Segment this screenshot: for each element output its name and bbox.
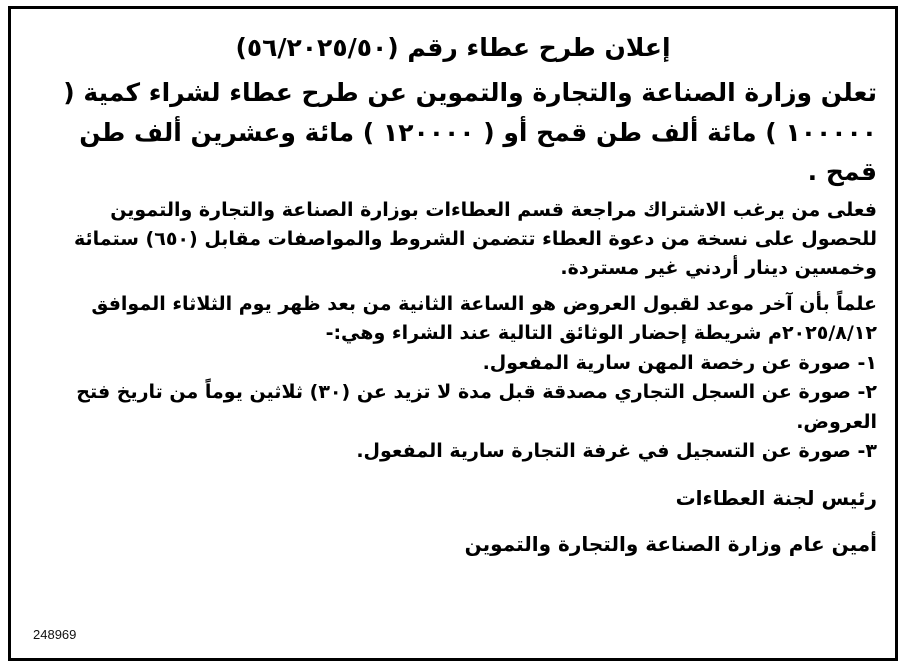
ad-reference-code: 248969 bbox=[33, 627, 77, 642]
announcement-frame bbox=[8, 6, 898, 661]
required-document-1: ١- صورة عن رخصة المهن سارية المفعول. bbox=[482, 351, 877, 374]
participation-paragraph: فعلى من يرغب الاشتراك مراجعة قسم العطاءات بوزارة الصناعة والتجارة والتموين للحصول على نسخة من دعوة العطاء تتضمن الشروط والمواصفات مقابل (٦٥٠) ستمائة وخمسين دينار أردني غير مستردة. bbox=[73, 198, 877, 280]
deadline-paragraph: علماً بأن آخر موعد لقبول العروض هو الساعة الثانية من بعد ظهر يوم الثلاثاء الموافق ٢٠٢٥/٨/١٢م شريطة إحضار الوثائق التالية عند الشراء وهي:- bbox=[91, 292, 877, 345]
signature-committee-head: رئيس لجنة العطاءات bbox=[675, 486, 877, 511]
announcement-headline: تعلن وزارة الصناعة والتجارة والتموين عن طرح عطاء لشراء كمية ( ١٠٠٠٠٠ ) مائة ألف طن قمح أو ( ١٢٠٠٠٠ ) مائة وعشرين ألف طن قمح . bbox=[63, 78, 877, 186]
announcement-title: إعلان طرح عطاء رقم (٥٦/٢٠٢٥/٥٠) bbox=[235, 33, 671, 62]
announcement-body bbox=[29, 27, 877, 650]
signature-secretary-general: أمين عام وزارة الصناعة والتجارة والتموين bbox=[464, 532, 877, 557]
required-document-3: ٣- صورة عن التسجيل في غرفة التجارة سارية المفعول. bbox=[356, 440, 877, 462]
required-document-2: ٢- صورة عن السجل التجاري مصدقة قبل مدة لا تزيد عن (٣٠) ثلاثين يوماً من تاريخ فتح العروض. bbox=[76, 381, 877, 433]
